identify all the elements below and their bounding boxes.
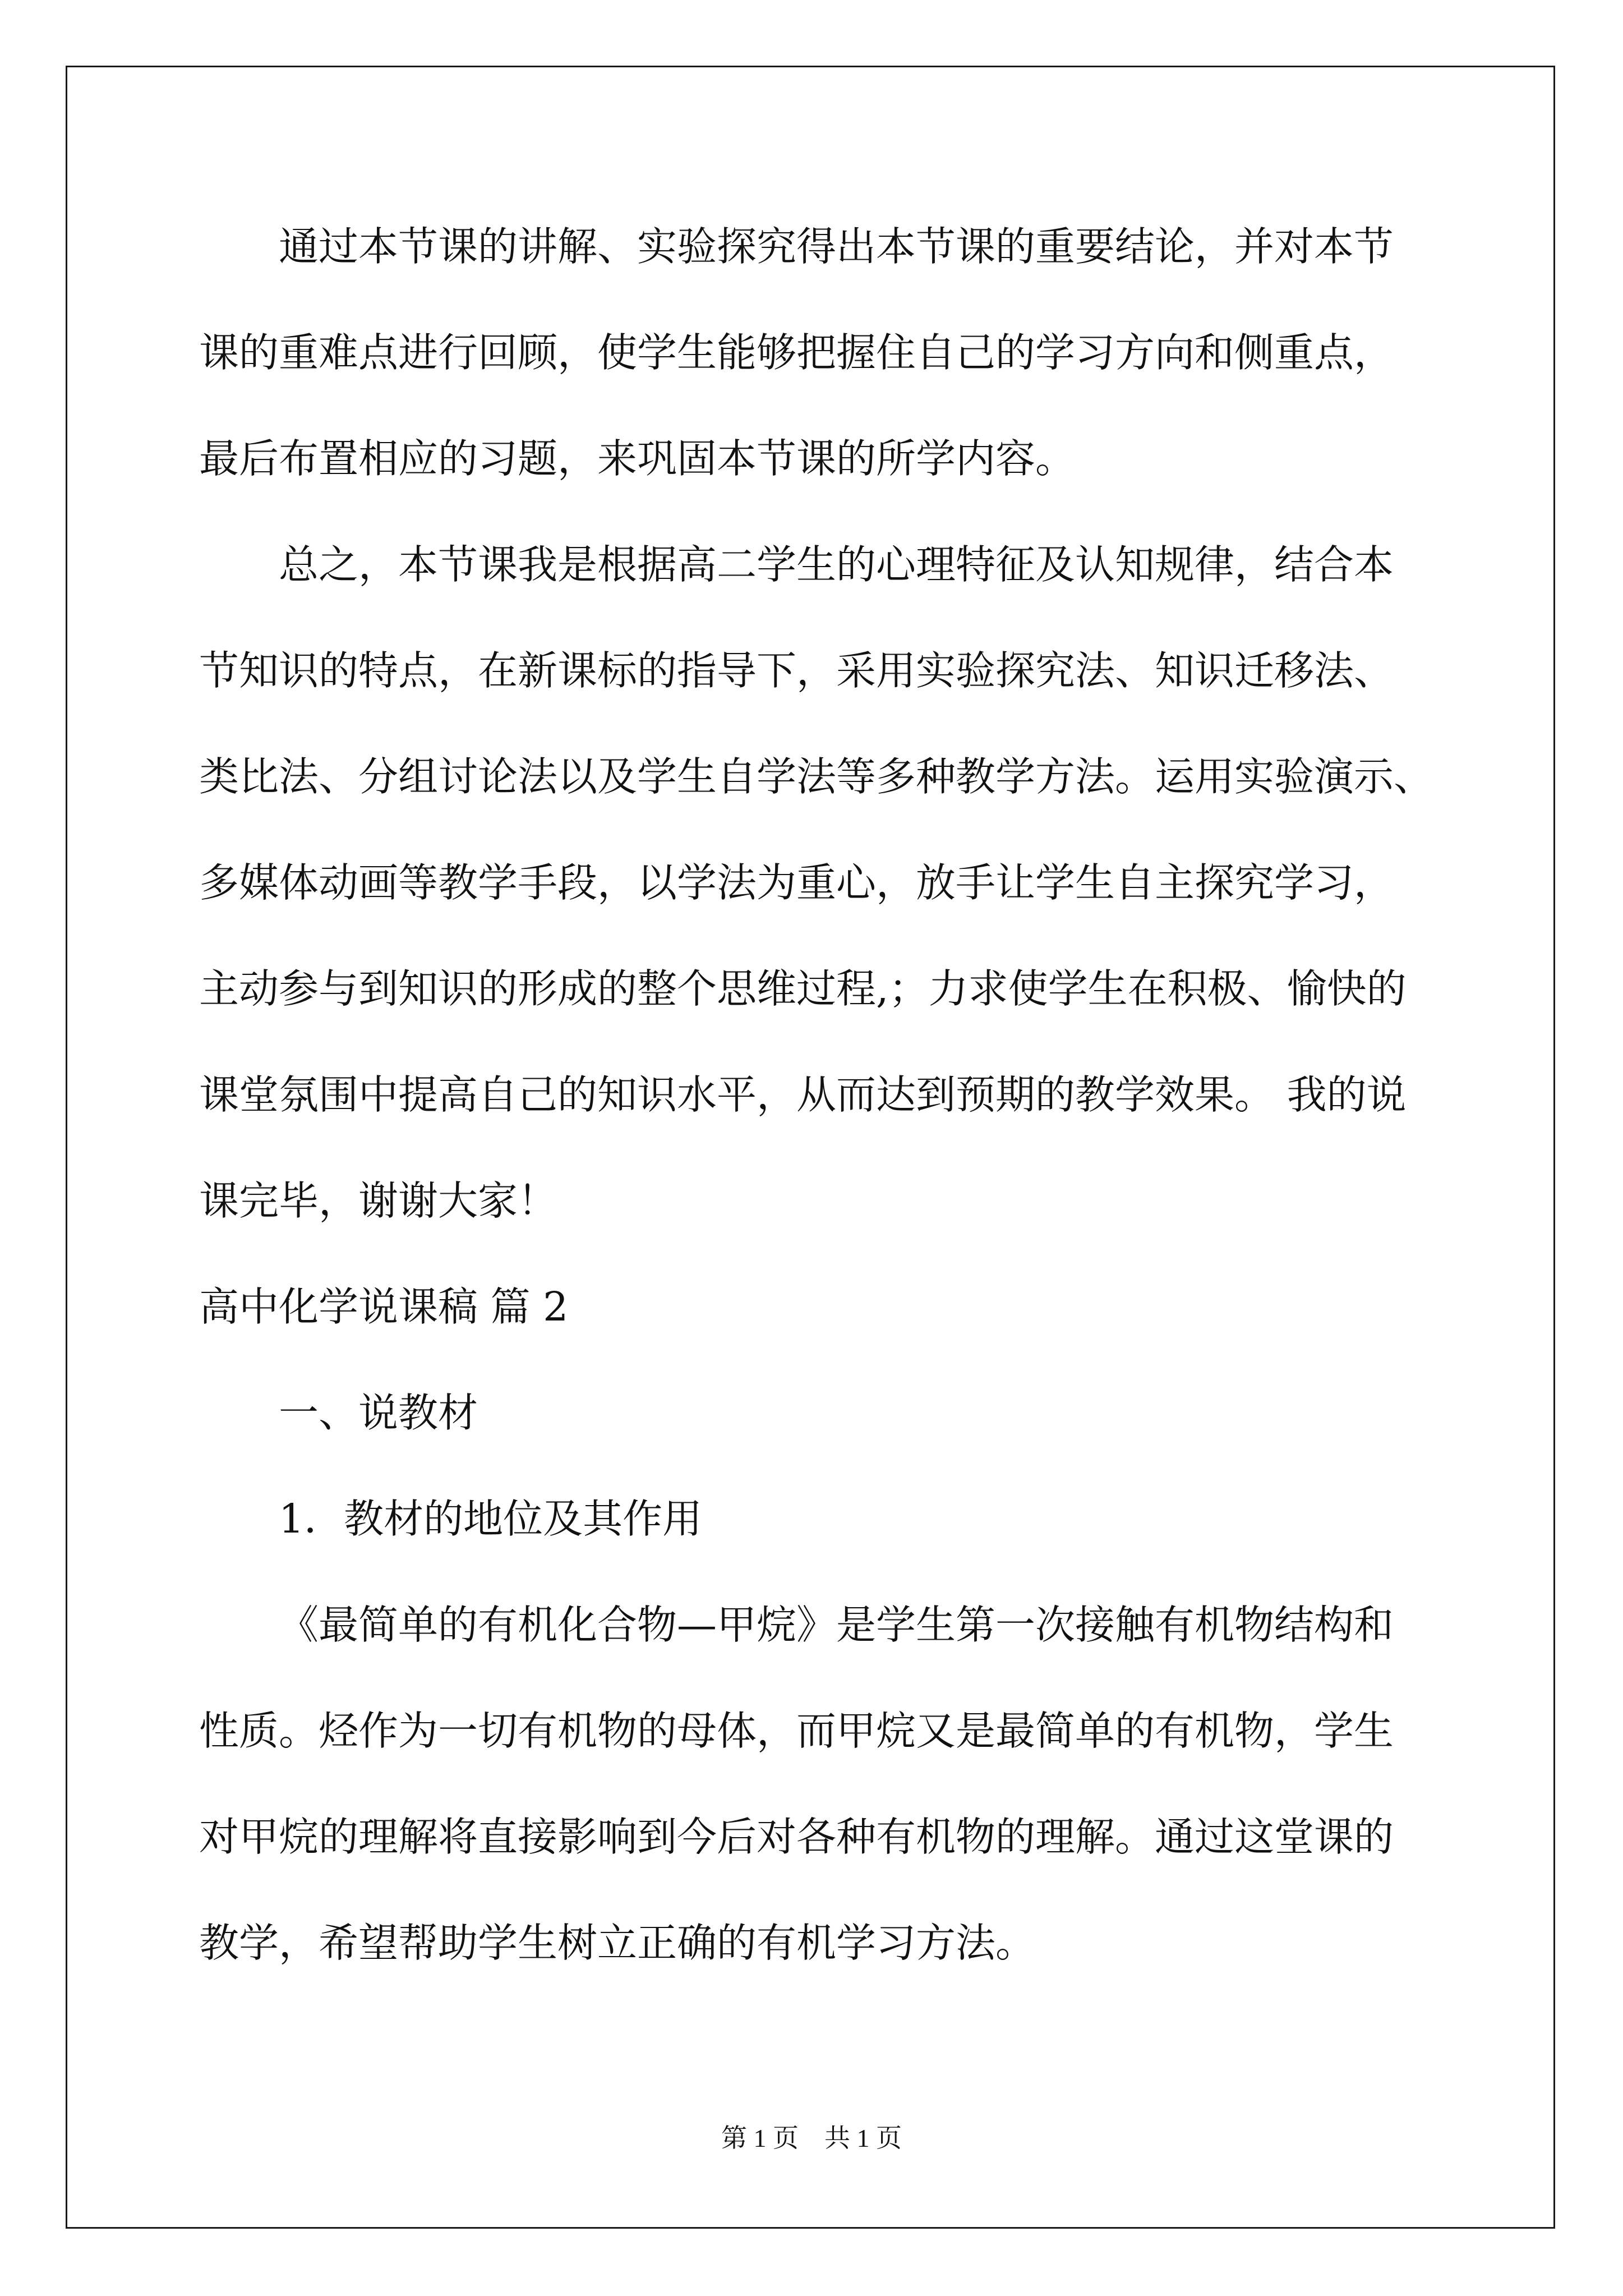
paragraph-line: 性质。烃作为一切有机物的母体，而甲烷又是最简单的有机物，学生 bbox=[199, 1708, 1394, 1754]
page-border bbox=[66, 66, 1555, 2229]
paragraph-line: 课堂氛围中提高自己的知识水平，从而达到预期的教学效果。 我的说 bbox=[199, 1071, 1407, 1118]
paragraph-line: 最后布置相应的习题，来巩固本节课的所学内容。 bbox=[199, 435, 1076, 482]
paragraph-line: 课的重难点进行回顾，使学生能够把握住自己的学习方向和侧重点， bbox=[199, 329, 1394, 376]
paragraph-line: 对甲烷的理解将直接影响到今后对各种有机物的理解。通过这堂课的 bbox=[199, 1814, 1394, 1860]
subsection-heading: 1．教材的地位及其作用 bbox=[279, 1496, 703, 1542]
paragraph-line: 总之，本节课我是根据高二学生的心理特征及认知规律，结合本 bbox=[279, 541, 1394, 588]
paragraph-line: 通过本节课的讲解、实验探究得出本节课的重要结论，并对本节 bbox=[279, 223, 1394, 270]
paragraph-line: 主动参与到知识的形成的整个思维过程,；力求使学生在积极、愉快的 bbox=[199, 965, 1407, 1012]
paragraph-line: 多媒体动画等教学手段，以学法为重心，放手让学生自主探究学习， bbox=[199, 859, 1394, 906]
paragraph-line: 类比法、分组讨论法以及学生自学法等多种教学方法。运用实验演示、 bbox=[199, 753, 1434, 800]
paragraph-line: 节知识的特点，在新课标的指导下，采用实验探究法、知识迁移法、 bbox=[199, 647, 1394, 694]
section-heading: 高中化学说课稿 篇 2 bbox=[199, 1283, 569, 1330]
subsection-heading: 一、说教材 bbox=[279, 1389, 478, 1436]
paragraph-line: 教学，希望帮助学生树立正确的有机学习方法。 bbox=[199, 1920, 1036, 1966]
paragraph-line: 《最简单的有机化合物—甲烷》是学生第一次接触有机物结构和 bbox=[279, 1602, 1394, 1648]
page-number-footer: 第 1 页 共 1 页 bbox=[721, 2124, 902, 2152]
paragraph-line: 课完毕，谢谢大家！ bbox=[199, 1177, 558, 1224]
